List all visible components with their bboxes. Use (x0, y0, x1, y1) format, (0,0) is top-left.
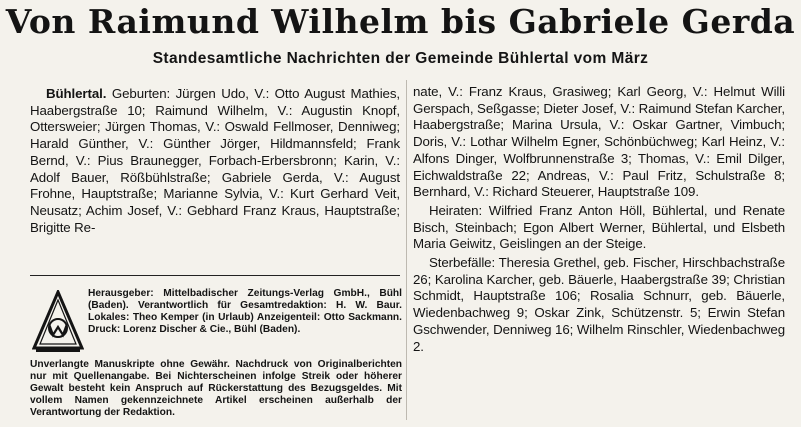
marriages-paragraph: Heiraten: Wilfried Franz Anton Höll, Bühlertal, und Renate Bisch, Steinbach; Egon Albert Werner, Bühlertal, und Elsbeth Maria Geiwitz, Geislingen an der Steige. (413, 202, 785, 252)
imprint-publisher: Herausgeber: Mittelbadischer Zeitungs-Verlag GmbH., Bühl (Baden). Verantwortlich für Gesamtredaktion: H. W. Baur. Lokales: Theo Kemper (in Urlaub) Anzeigenteil: Otto Sackmann. Druck: Lorenz Discher & Cie., Bühl (Baden). (88, 288, 402, 335)
deaths-paragraph: Sterbefälle: Theresia Grethel, geb. Fischer, Hirschbachstraße 26; Karolina Karcher, geb. Bäuerle, Haabergstraße 39; Christian Schmidt, Hauptstraße 106; Rosalia Schnurr, geb. Bäuerle, Wiedenbachweg 9; Oskar Zink, Schützenstr. 5; Erwin Stefan Gschwender, Denniweg 16; Wilhelm Rinschler, Wiedenbachweg 2. (413, 255, 785, 354)
subheadline: Standesamtliche Nachrichten der Gemeinde Bühlertal vom März (152, 50, 649, 67)
births-continued: nate, V.: Franz Kraus, Grasiweg; Karl Georg, V.: Helmut Willi Gerspach, Seßgasse; Dieter Josef, V.: Raimund Stefan Karcher, Haabergstraße; Marina Ursula, V.: Oskar Gartner, Vimbuch; Doris, V.: Lothar Wilhelm Egner, Schönbüchweg; Karl Heinz, V.: Alfons Dinger, Wolfbrunnenstraße 3; Thomas, V.: Emil Dilger, Eichwaldstraße 22; Andreas, V.: Paul Fritz, Schulstraße 8; Bernhard, V.: Richard Steuerer, Hauptstraße 109. (413, 84, 785, 200)
section-rule (30, 275, 400, 276)
right-column (413, 84, 785, 355)
place-name: Bühlertal. (46, 86, 107, 101)
publisher-logo-icon (32, 290, 84, 354)
imprint-disclaimer: Unverlangte Manuskripte ohne Gewähr. Nachdruck von Originalberichten nur mit Quellenangabe. Bei Nichterscheinen infolge Streik oder höherer Gewalt besteht kein Anspruch auf Rückerstattung des Bezugsgeldes. Mit vollem Namen gekennzeichnete Artikel erscheinen außerhalb der Verantwortung der Redaktion. (30, 359, 402, 418)
births-paragraph (30, 86, 400, 236)
imprint-box (30, 288, 402, 419)
headline: Von Raimund Wilhelm bis Gabriele Gerda (5, 2, 796, 41)
column-divider (406, 80, 407, 420)
left-column (30, 86, 400, 236)
births-text: Geburten: Jürgen Udo, V.: Otto August Mathies, Haabergstraße 10; Raimund Wilhelm, V.: Augustin Knopf, Ottersweier; Jürgen Thomas, V.: Oswald Fellmoser, Denniweg; Harald Günther, V.: Günther Jörger, Hildmannsfeld; Frank Bernd, V.: Pius Braunegger, Forbach-Erbersbronn; Karin, V.: Adolf Bauer, Rößbühlstraße; Gabriele Gerda, V.: August Frohne, Hauptstraße; Marianne Sylvia, V.: Kurt Gerhard Veit, Neusatz; Achim Josef, V.: Gebhard Franz Kraus, Hauptstraße; Brigitte Re- (30, 86, 400, 235)
